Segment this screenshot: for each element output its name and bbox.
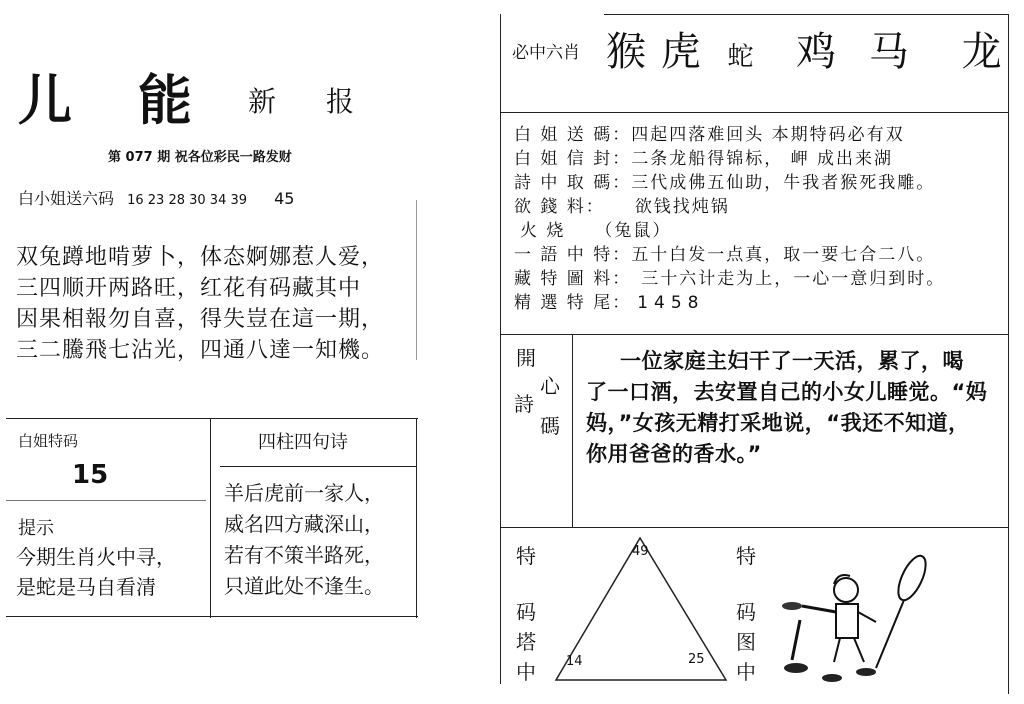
zodiac-animal: 虎 (660, 29, 701, 75)
divider (500, 334, 1008, 335)
issue-prefix: 第 (108, 150, 122, 165)
info-row (514, 168, 945, 192)
row-text: 五十白发一点真，取一要七合二八。 (631, 245, 936, 265)
tower-top-number: 49 (632, 544, 649, 559)
row-text: 三代成佛五仙助，牛我者猴死我雕。 (631, 173, 936, 193)
six-zodiac-label: 必中六肖 (512, 43, 580, 63)
row-label: 詩 中 取 碼： (514, 173, 632, 193)
row-text: 欲钱找炖锅 (634, 197, 730, 217)
tower-left-char: 特 (516, 544, 536, 568)
tower-left-char: 中 (516, 660, 536, 684)
row-label: 欲 錢 料： (514, 197, 605, 217)
zodiac-animal: 马 (868, 29, 909, 75)
info-row (514, 240, 945, 264)
zodiac-animal: 鸡 (796, 29, 837, 75)
info-row (514, 288, 945, 312)
poem-line: 双兔蹲地啃萝卜，体态婀娜惹人爱， (16, 245, 385, 270)
masthead-char-4: 报 (326, 85, 355, 118)
issue-slogan: 祝各位彩民一路发财 (174, 150, 292, 165)
side-char: 碼 (540, 414, 560, 438)
tower-right-char: 码 (736, 600, 756, 624)
row-label: 白 姐 送 碼： (514, 125, 632, 145)
poem-line: 只道此处不逢生。 (224, 574, 384, 598)
numbers-row (18, 186, 294, 209)
info-row (514, 144, 945, 168)
poem-line: 三四顺开两路旺，红花有码藏其中 (16, 276, 362, 301)
row-text: 二条龙船得锦标， 岬 成出来湖 (631, 149, 894, 169)
tower-right-char: 特 (736, 544, 756, 568)
zodiac-animal: 蛇 (727, 42, 754, 72)
hint-label: 提示 (18, 518, 54, 539)
four-line-poem-header: 四柱四句诗 (258, 432, 348, 453)
info-row (514, 264, 945, 288)
info-row (514, 216, 945, 240)
poem-line: 三二騰飛七沾光，四通八達一知機。 (16, 338, 385, 363)
tower-left-char: 码 (516, 600, 536, 624)
divider (6, 500, 206, 501)
masthead-char-3: 新 (248, 85, 277, 118)
hint-line: 今期生肖火中寻， (16, 545, 176, 569)
info-row (514, 192, 945, 216)
joke-line: 一位家庭主妇干了一天活，累了，喝 (620, 349, 964, 373)
right-page-left-border (500, 14, 501, 684)
row-label: 藏 特 圖 料： (514, 269, 632, 289)
row-text: 1458 (637, 293, 705, 313)
divider (6, 616, 418, 617)
issue-line (108, 146, 292, 165)
tower-right-char: 图 (736, 630, 756, 654)
special-code-header: 白姐特码 (18, 432, 79, 450)
masthead-char-1: 儿 (18, 69, 76, 132)
row-label: 白 姐 信 封： (514, 149, 632, 169)
row-label: 火 烧 (520, 221, 566, 241)
joke-text (586, 346, 1004, 470)
side-char: 開 (516, 346, 536, 370)
special-code-number: 15 (72, 460, 109, 490)
main-poem (16, 242, 416, 366)
tower-bottom-left-number: 14 (566, 654, 583, 669)
right-page-top-border (604, 14, 1008, 15)
row-label: 精 選 特 尾： (514, 293, 632, 313)
row-text: 四起四落难回头 本期特码必有双 (631, 125, 905, 145)
divider (6, 418, 418, 419)
six-zodiac-animals (606, 20, 1002, 77)
joke-line: 妈，”女孩无精打采地说，“我还不知道， (586, 411, 970, 435)
divider (220, 466, 416, 467)
poem-line: 羊后虎前一家人， (224, 481, 384, 505)
row-text: （兔鼠） (595, 221, 672, 241)
four-line-poem (224, 478, 384, 602)
row-label: 一 語 中 特： (514, 245, 632, 265)
poem-line: 威名四方藏深山， (224, 512, 384, 536)
info-row (514, 120, 945, 144)
joke-line: 了一口酒，去安置自己的小女儿睡觉。“妈 (586, 380, 988, 404)
monkey-king-illustration (772, 550, 942, 686)
hint-line: 是蛇是马自看清 (16, 575, 156, 599)
hint-text (16, 542, 176, 602)
divider (500, 112, 1008, 113)
poem-line: 若有不策半路死， (224, 543, 384, 567)
divider (416, 418, 417, 618)
tower-right-char: 中 (736, 660, 756, 684)
side-char: 詩 (514, 392, 534, 416)
row-text: 三十六计走为上，一心一意归到时。 (641, 269, 946, 289)
side-char: 心 (540, 374, 560, 398)
numbers-list: 16 23 28 30 34 39 (127, 193, 248, 208)
masthead-char-2: 能 (138, 69, 196, 132)
info-rows (514, 120, 945, 312)
zodiac-animal: 龙 (961, 29, 1002, 75)
zodiac-animal: 猴 (606, 29, 646, 75)
divider (210, 418, 211, 618)
numbers-label: 白小姐送六码 (18, 189, 115, 208)
divider (416, 200, 417, 360)
joke-line: 你用爸爸的香水。” (586, 442, 762, 466)
issue-number: 077 (125, 150, 153, 165)
tower-left-char: 塔 (516, 630, 536, 654)
poem-line: 因果相報勿自喜，得失豈在這一期， (16, 307, 385, 332)
issue-suffix: 期 (157, 150, 171, 165)
tower-bottom-right-number: 25 (688, 652, 705, 667)
right-page-right-border (1008, 14, 1009, 694)
numbers-special: 45 (274, 189, 295, 208)
divider (500, 527, 1008, 528)
divider (572, 334, 573, 528)
